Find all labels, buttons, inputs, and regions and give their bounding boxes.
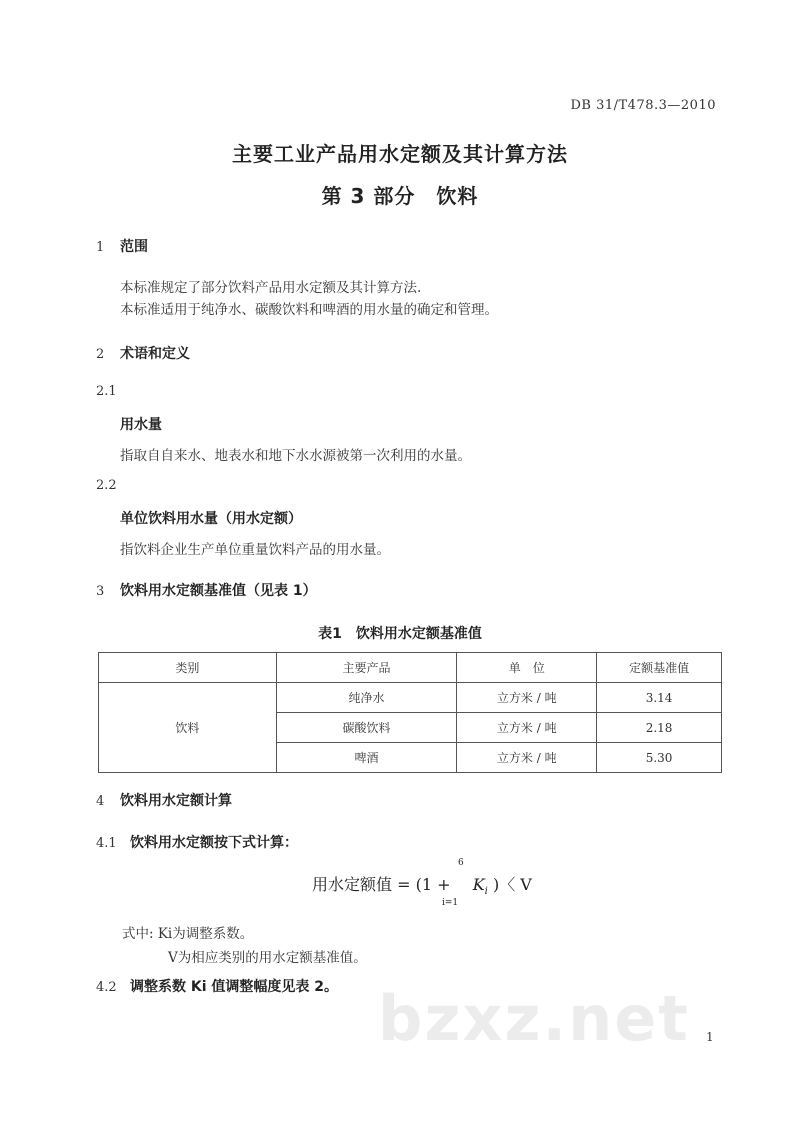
category-cell: 饮料 <box>99 683 277 773</box>
table-header-row <box>99 653 722 683</box>
section-number: 4.1 <box>96 836 117 851</box>
term-definition: 指饮料企业生产单位重量饮料产品的用水量。 <box>120 542 390 558</box>
term-definition: 指取自自来水、地表水和地下水水源被第一次利用的水量。 <box>120 448 471 464</box>
product-cell: 啤酒 <box>276 743 457 773</box>
sum-upper-limit: 6 <box>458 858 464 868</box>
table-header-cell: 类别 <box>99 653 277 683</box>
unit-cell: 立方米 / 吨 <box>457 713 597 743</box>
section-4-1-heading <box>96 832 298 852</box>
formula-eq: = (1 + <box>397 875 451 894</box>
section-4-heading <box>96 790 232 810</box>
formula-lhs: 用水定额值 <box>312 875 393 894</box>
value-cell: 5.30 <box>597 743 722 773</box>
paragraph: 本标准适用于纯净水、碳酸饮料和啤酒的用水量的确定和管理。 <box>120 302 498 318</box>
section-4-2-heading <box>96 976 338 996</box>
term-title: 单位饮料用水量（用水定额） <box>120 511 302 527</box>
formula <box>312 858 532 908</box>
sub-title: 第 3 部分 饮料 <box>321 184 479 208</box>
section-title: 术语和定义 <box>120 346 190 362</box>
section-2-2-number: 2.2 <box>96 478 117 493</box>
formula-rest: )〈 V <box>492 875 532 894</box>
table-row <box>99 683 722 713</box>
table-header-cell: 单 位 <box>457 653 597 683</box>
section-number: 4 <box>96 794 105 809</box>
product-cell: 碳酸饮料 <box>276 713 457 743</box>
sum-lower-limit: i=1 <box>442 898 459 908</box>
value-cell: 2.18 <box>597 713 722 743</box>
page-number: 1 <box>706 1030 714 1044</box>
table-caption: 表1 饮料用水定额基准值 <box>318 626 482 642</box>
section-title: 调整系数 Ki 值调整幅度见表 2。 <box>130 979 339 995</box>
quota-table <box>98 652 722 773</box>
unit-cell: 立方米 / 吨 <box>457 743 597 773</box>
section-title: 范围 <box>120 239 148 255</box>
section-title: 饮料用水定额基准值（见表 1） <box>120 583 317 599</box>
term-title: 用水量 <box>120 417 162 433</box>
section-number: 2 <box>96 347 105 362</box>
section-1-heading <box>96 236 148 256</box>
value-cell: 3.14 <box>597 683 722 713</box>
formula-k: K <box>472 875 485 894</box>
document-code: DB 31/T478.3—2010 <box>570 98 716 113</box>
formula-where-line: V为相应类别的用水定额基准值。 <box>168 950 367 966</box>
section-2-1-number: 2.1 <box>96 384 117 399</box>
section-title: 饮料用水定额按下式计算： <box>130 835 298 851</box>
section-number: 3 <box>96 584 105 599</box>
table-header-cell: 定额基准值 <box>597 653 722 683</box>
main-title: 主要工业产品用水定额及其计算方法 <box>232 142 568 166</box>
section-2-heading <box>96 343 190 363</box>
formula-k-sub: i <box>484 886 488 898</box>
unit-cell: 立方米 / 吨 <box>457 683 597 713</box>
table-header-cell: 主要产品 <box>276 653 457 683</box>
product-cell: 纯净水 <box>276 683 457 713</box>
section-number: 1 <box>96 240 105 255</box>
formula-where-line: 式中: Ki为调整系数。 <box>122 926 254 942</box>
watermark: bzxz.net <box>378 982 690 1055</box>
section-title: 饮料用水定额计算 <box>120 793 232 809</box>
section-3-heading <box>96 580 317 600</box>
paragraph: 本标准规定了部分饮料产品用水定额及其计算方法. <box>120 280 422 296</box>
section-number: 4.2 <box>96 980 117 995</box>
